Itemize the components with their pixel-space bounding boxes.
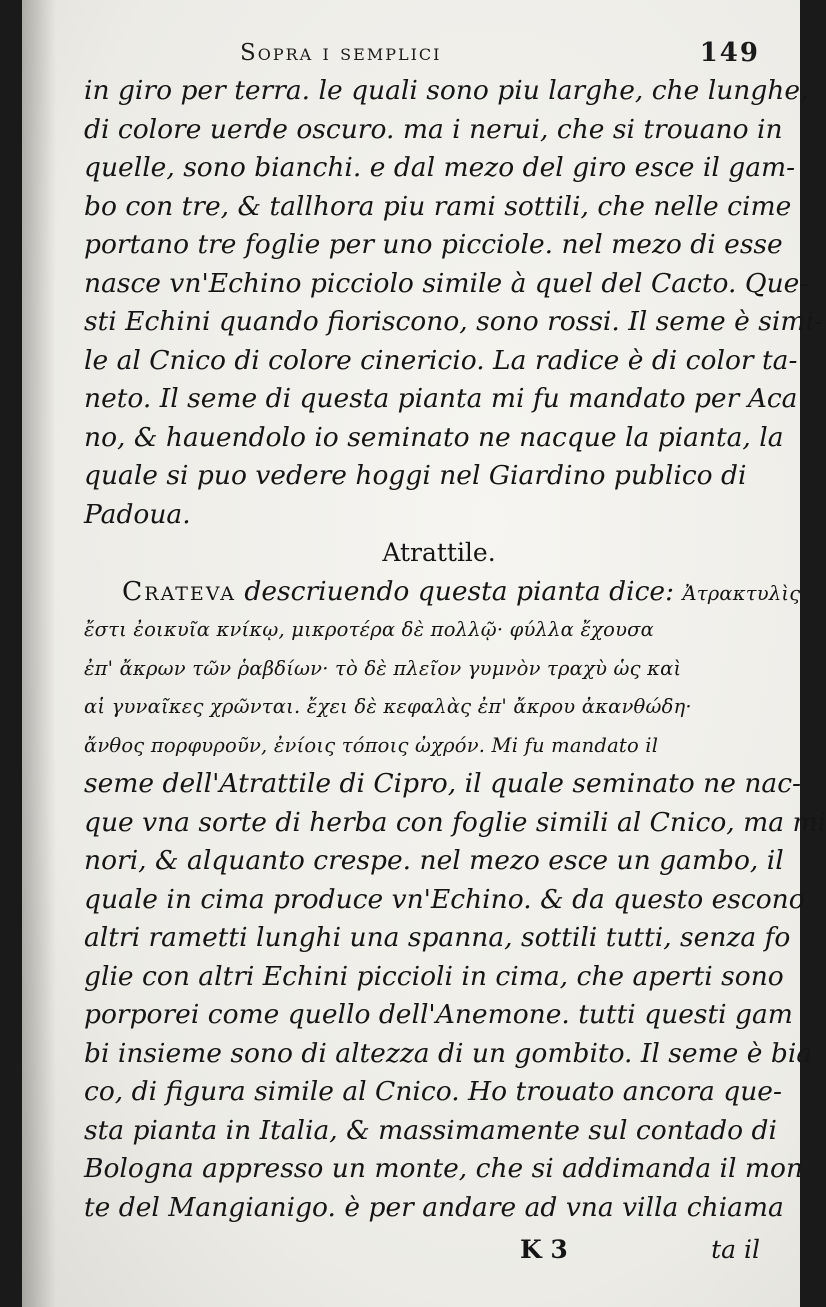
text-line: Bologna appresso un monte, che si addimanda il mon	[84, 1153, 804, 1184]
text-line: in giro per terra. le quali sono piu larghe, che lunghe,	[84, 75, 809, 106]
greek-line: αἱ γυναῖκες χρῶνται. ἔχει δὲ κεφαλὰς ἐπ' ἄκρου ἀκανθώδη·	[84, 695, 692, 718]
text-line: di colore uerde oscuro. ma i nerui, che si trouano in	[84, 113, 783, 145]
crateva-line	[84, 573, 801, 612]
page-number: 149	[699, 38, 760, 68]
text-line: sta pianta in Italia, & massimamente sul contado di	[84, 1114, 777, 1146]
greek-line: ἐπ' ἄκρων τῶν ῥαβδίων· τὸ δὲ πλεῖον γυμνὸν τραχὺ ὡς καὶ	[84, 656, 682, 680]
text-line: le al Cnico di colore cinericio. La radice è di color ta-	[84, 344, 798, 376]
text-line: Padoua.	[84, 498, 191, 530]
text-line: bi insieme sono di altezza di un gombito. Il seme è bia	[84, 1037, 813, 1069]
text-line: sti Echini quando fioriscono, sono rossi. Il seme è simi-	[84, 306, 823, 337]
text-line: altri rametti lunghi una spanna, sottili tutti, senza fo	[84, 922, 791, 953]
text-line: quale in cima produce vn'Echino. & da questo escono	[84, 883, 805, 915]
greek-line: ἔστι ἐοικυῖα κνίκῳ, μικροτέρα δὲ πολλῷ· φύλλα ἔχουσα	[84, 618, 654, 641]
section-heading: Atrattile.	[382, 538, 496, 567]
body-text	[84, 72, 826, 1227]
text-line: porporei come quello dell'Anemone. tutti questi gam	[84, 999, 793, 1030]
gutter-shadow	[22, 0, 56, 1307]
text-line: quale si puo vedere hoggi nel Giardino publico di	[84, 460, 747, 491]
text-line: que vna sorte di herba con foglie simili al Cnico, ma mi	[84, 806, 826, 838]
catchword: ta il	[711, 1235, 760, 1264]
signature-mark: K 3	[520, 1235, 568, 1264]
text-line: nori, & alquanto crespe. nel mezo esce un gambo, il	[84, 845, 784, 876]
text-line: bo con tre, & tallhora piu rami sottili, che nelle cime	[84, 190, 792, 222]
running-title: Sopra i semplici	[240, 40, 442, 66]
greek-line: ἄνθος πορφυροῦν, ἐνίοις τόποις ὠχρόν. Mi fu mandato il	[84, 733, 659, 757]
crateva-word: Crateva	[122, 575, 236, 607]
text-line: seme dell'Atrattile di Cipro, il quale seminato ne nac-	[84, 768, 801, 799]
book-page	[22, 0, 826, 1307]
text-line: neto. Il seme di questa pianta mi fu mandato per Aca	[84, 383, 798, 414]
text-line: no, & hauendolo io seminato ne nacque la pianta, la	[84, 421, 784, 453]
text-line: portano tre foglie per uno picciole. nel mezo di esse	[84, 229, 783, 260]
page-footer	[492, 1235, 772, 1275]
text-line: glie con altri Echini piccioli in cima, che aperti sono	[84, 960, 784, 992]
text-line: quelle, sono bianchi. e dal mezo del giro esce il gam-	[84, 152, 796, 183]
greek-start: Ἀτρακτυλὶς	[682, 581, 801, 605]
crateva-rest: descriuendo questa pianta dice:	[244, 575, 675, 607]
text-line: nasce vn'Echino picciolo simile à quel del Cacto. Que-	[84, 267, 809, 299]
text-line: te del Mangianigo. è per andare ad vna villa chiama	[84, 1191, 784, 1223]
text-line: co, di figura simile al Cnico. Ho trouato ancora que-	[84, 1076, 782, 1107]
